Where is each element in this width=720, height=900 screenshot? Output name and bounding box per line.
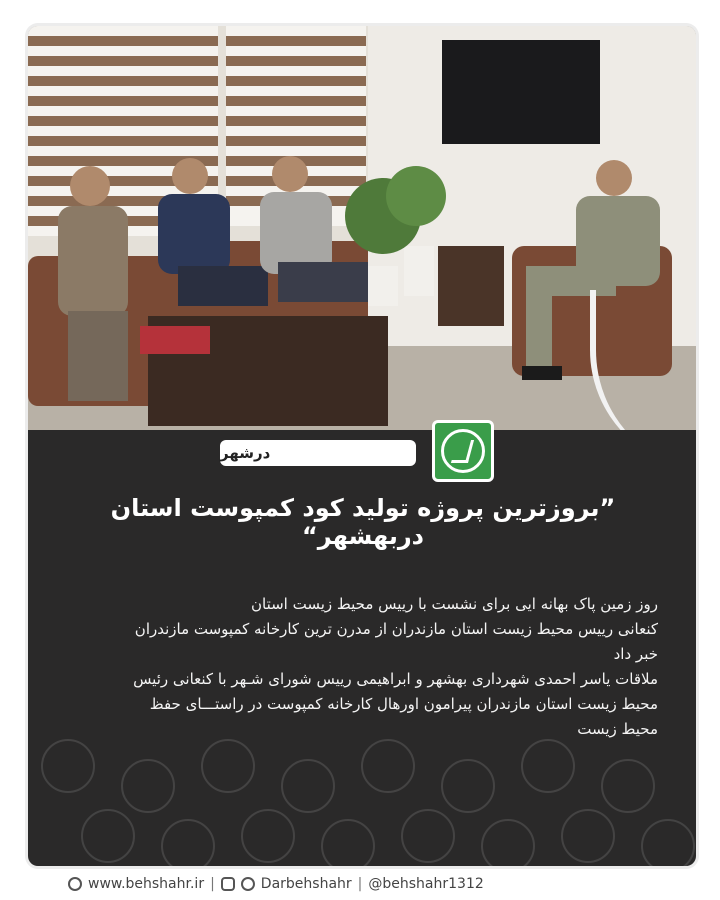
meeting-photo — [28, 26, 696, 430]
body-line: محیط زیست — [577, 720, 658, 738]
separator: | — [210, 876, 215, 892]
category-tag[interactable]: درشهر — [220, 440, 416, 466]
headline: ”بروزترین پروژه تولید کود کمپوست استان دربهشهر“ — [110, 494, 616, 550]
news-card — [28, 26, 696, 866]
article-body — [68, 592, 658, 742]
website-link[interactable]: www.behshahr.ir — [88, 876, 205, 892]
body-line: کنعانی رییس محیط زیست استان مازندران از مدرن ترین کارخانه کمپوست مازندران — [134, 620, 658, 638]
body-line: خبر داد — [613, 645, 658, 663]
logo-badge — [432, 420, 494, 482]
logo-icon — [441, 429, 485, 473]
body-line: روز زمین پاک بهانه ایی برای نشست با رییس محیط زیست استان — [251, 595, 658, 613]
globe-icon — [68, 877, 82, 891]
decorative-curve — [590, 290, 696, 430]
telegram-icon — [241, 877, 255, 891]
instagram-icon — [221, 877, 235, 891]
body-line: ملاقات یاسر احمدی شهرداری بهشهر و ابراهیمی رییس شورای شـهر با کنعانی رئیس — [133, 670, 658, 688]
body-line: محیط زیست استان مازندران پیرامون اورهال کارخانه کمپوست در راستـــای حفظ — [149, 695, 658, 713]
background-pattern — [28, 726, 696, 866]
separator: | — [357, 876, 363, 892]
footer-bar — [68, 874, 484, 894]
at-handle[interactable]: @behshahr1312 — [368, 876, 484, 892]
social-handle[interactable]: Darbehshahr — [260, 876, 352, 892]
